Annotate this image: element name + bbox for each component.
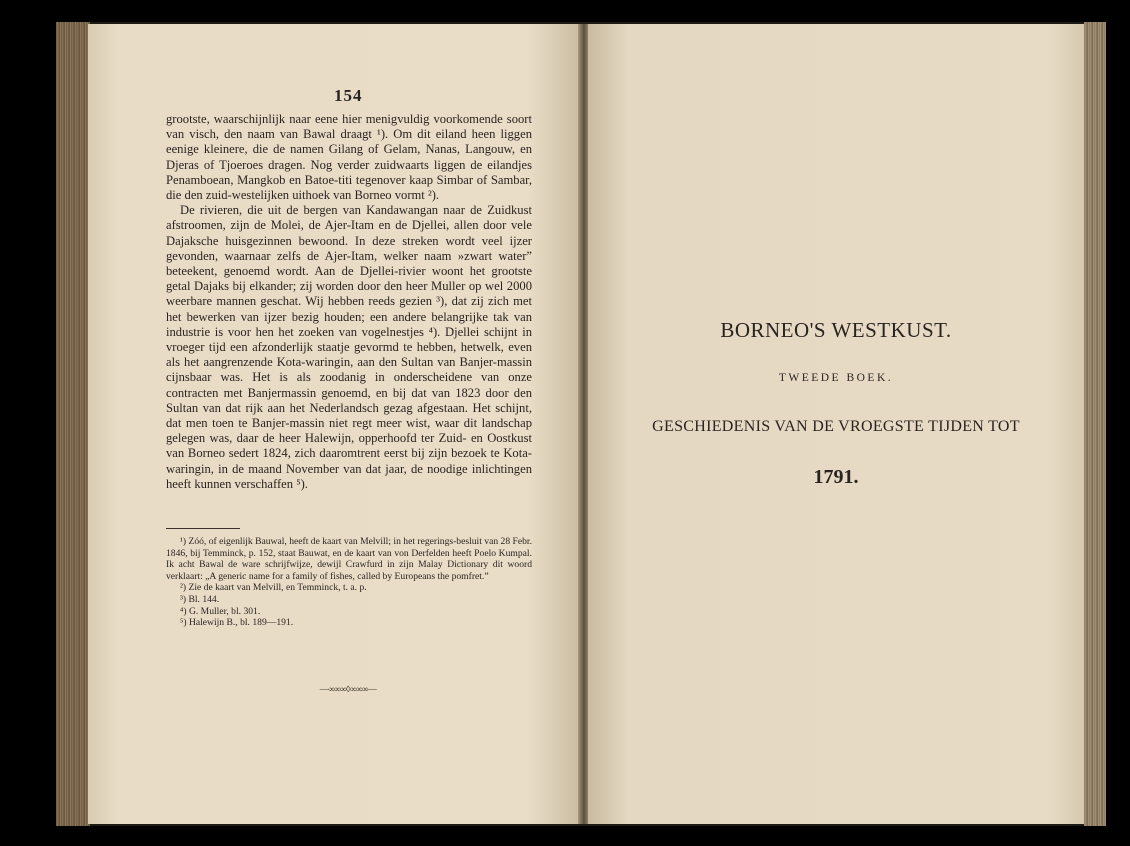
section-heading: GESCHIEDENIS VAN DE VROEGSTE TIJDEN TOT xyxy=(652,418,1020,435)
end-ornament: —∞∞∞◊∞∞∞— xyxy=(319,684,377,694)
body-text xyxy=(166,112,532,492)
page-number: 154 xyxy=(334,86,363,105)
book-subtitle: TWEEDE BOEK. xyxy=(778,372,894,384)
book-title: BORNEO'S WESTKUST. xyxy=(720,318,952,342)
paragraph: De rivieren, die uit de bergen van Kandawangan naar de Zuidkust afstroomen, zijn de Molei, de Ajer-Itam en de Djellei, allen door vele Dajaksche huisgezinnen bewoond. In deze streken wordt veel ijzer gevonden, waarnaar zelfs de Ajer-Itam, welker naam »zwart water” beteekent, genoemd wordt. Aan de Djellei-rivier woont het grootste getal Dajaks bij elkander; zij worden door den heer Muller op wel 2000 weerbare mannen geschat. Wij hebben reeds gezien ³), dat zij zich met het bewerken van ijzer bezig houden; een andere belangrijke tak van industrie is voor hen het zoeken van vogelnestjes ⁴). Djellei schijnt in vroeger tijd een afzonderlijk staatje gevormd te hebben, hetwelk, even als het aangrenzende Kota-waringin, aan den Sultan van Banjer-massin cijnsbaar was. Het is als zoodanig in onderscheidene van onze contracten met Banjermassin genoemd, en bij dat van 1823 door den Sultan van dat rijk aan het Nederlandsch gezag afgestaan. Het schijnt, dat men toen te Banjer-massin niet regt meer wist, waar dit landschap gelegen was, daar de heer Halewijn, opperhoofd ter Zuid- en Oostkust van Borneo sedert 1824, zich daaromtrent eerst bij zijn bezoek te Kota-waringin, in de maand November van dat jaar, de noodige inlichtingen heeft kunnen verschaffen ⁵). xyxy=(166,203,532,491)
page-edges-left xyxy=(56,22,90,826)
footnote: ⁵) Halewijn B., bl. 189—191. xyxy=(180,617,294,629)
page-edges-right xyxy=(1084,22,1106,826)
footnote: ⁴) G. Muller, bl. 301. xyxy=(180,605,261,617)
footnote: ²) Zie de kaart van Melvill, en Temminck, t. a. p. xyxy=(180,582,367,594)
footnote: ¹) Zóó, of eigenlijk Bauwal, heeft de kaart van Melvill; in het regerings-besluit van 28 Febr. 1846, bij Temminck, p. 152, staat Bauwat, en de kaart van von Derfelden heeft Poelo Kumpal. Ik acht Bawal de ware schrijfwijze, dewijl Crawfurd in zijn Malay Dictionary dit woord verklaart: „A generic name for a family of fishes, called by Europeans the pomfret.” xyxy=(166,536,532,582)
footnote-rule xyxy=(166,528,240,529)
paragraph: grootste, waarschijnlijk naar eene hier menigvuldig voorkomende soort van visch, den naam van Bawal draagt ¹). Om dit eiland heen liggen eenige kleinere, die de namen Gilang of Gelam, Nanas, Langouw, en Djeras of Tjoeroes dragen. Nog verder zuidwaarts liggen de eilandjes Penamboean, Mangkob en Batoe-titi tegenover kaap Simbar of Sambar, die den zuid-westelijken uithoek van Borneo vormt ²). xyxy=(166,112,532,203)
footnotes xyxy=(166,536,532,629)
footnote: ³) Bl. 144. xyxy=(180,593,220,605)
section-year: 1791. xyxy=(813,466,859,488)
